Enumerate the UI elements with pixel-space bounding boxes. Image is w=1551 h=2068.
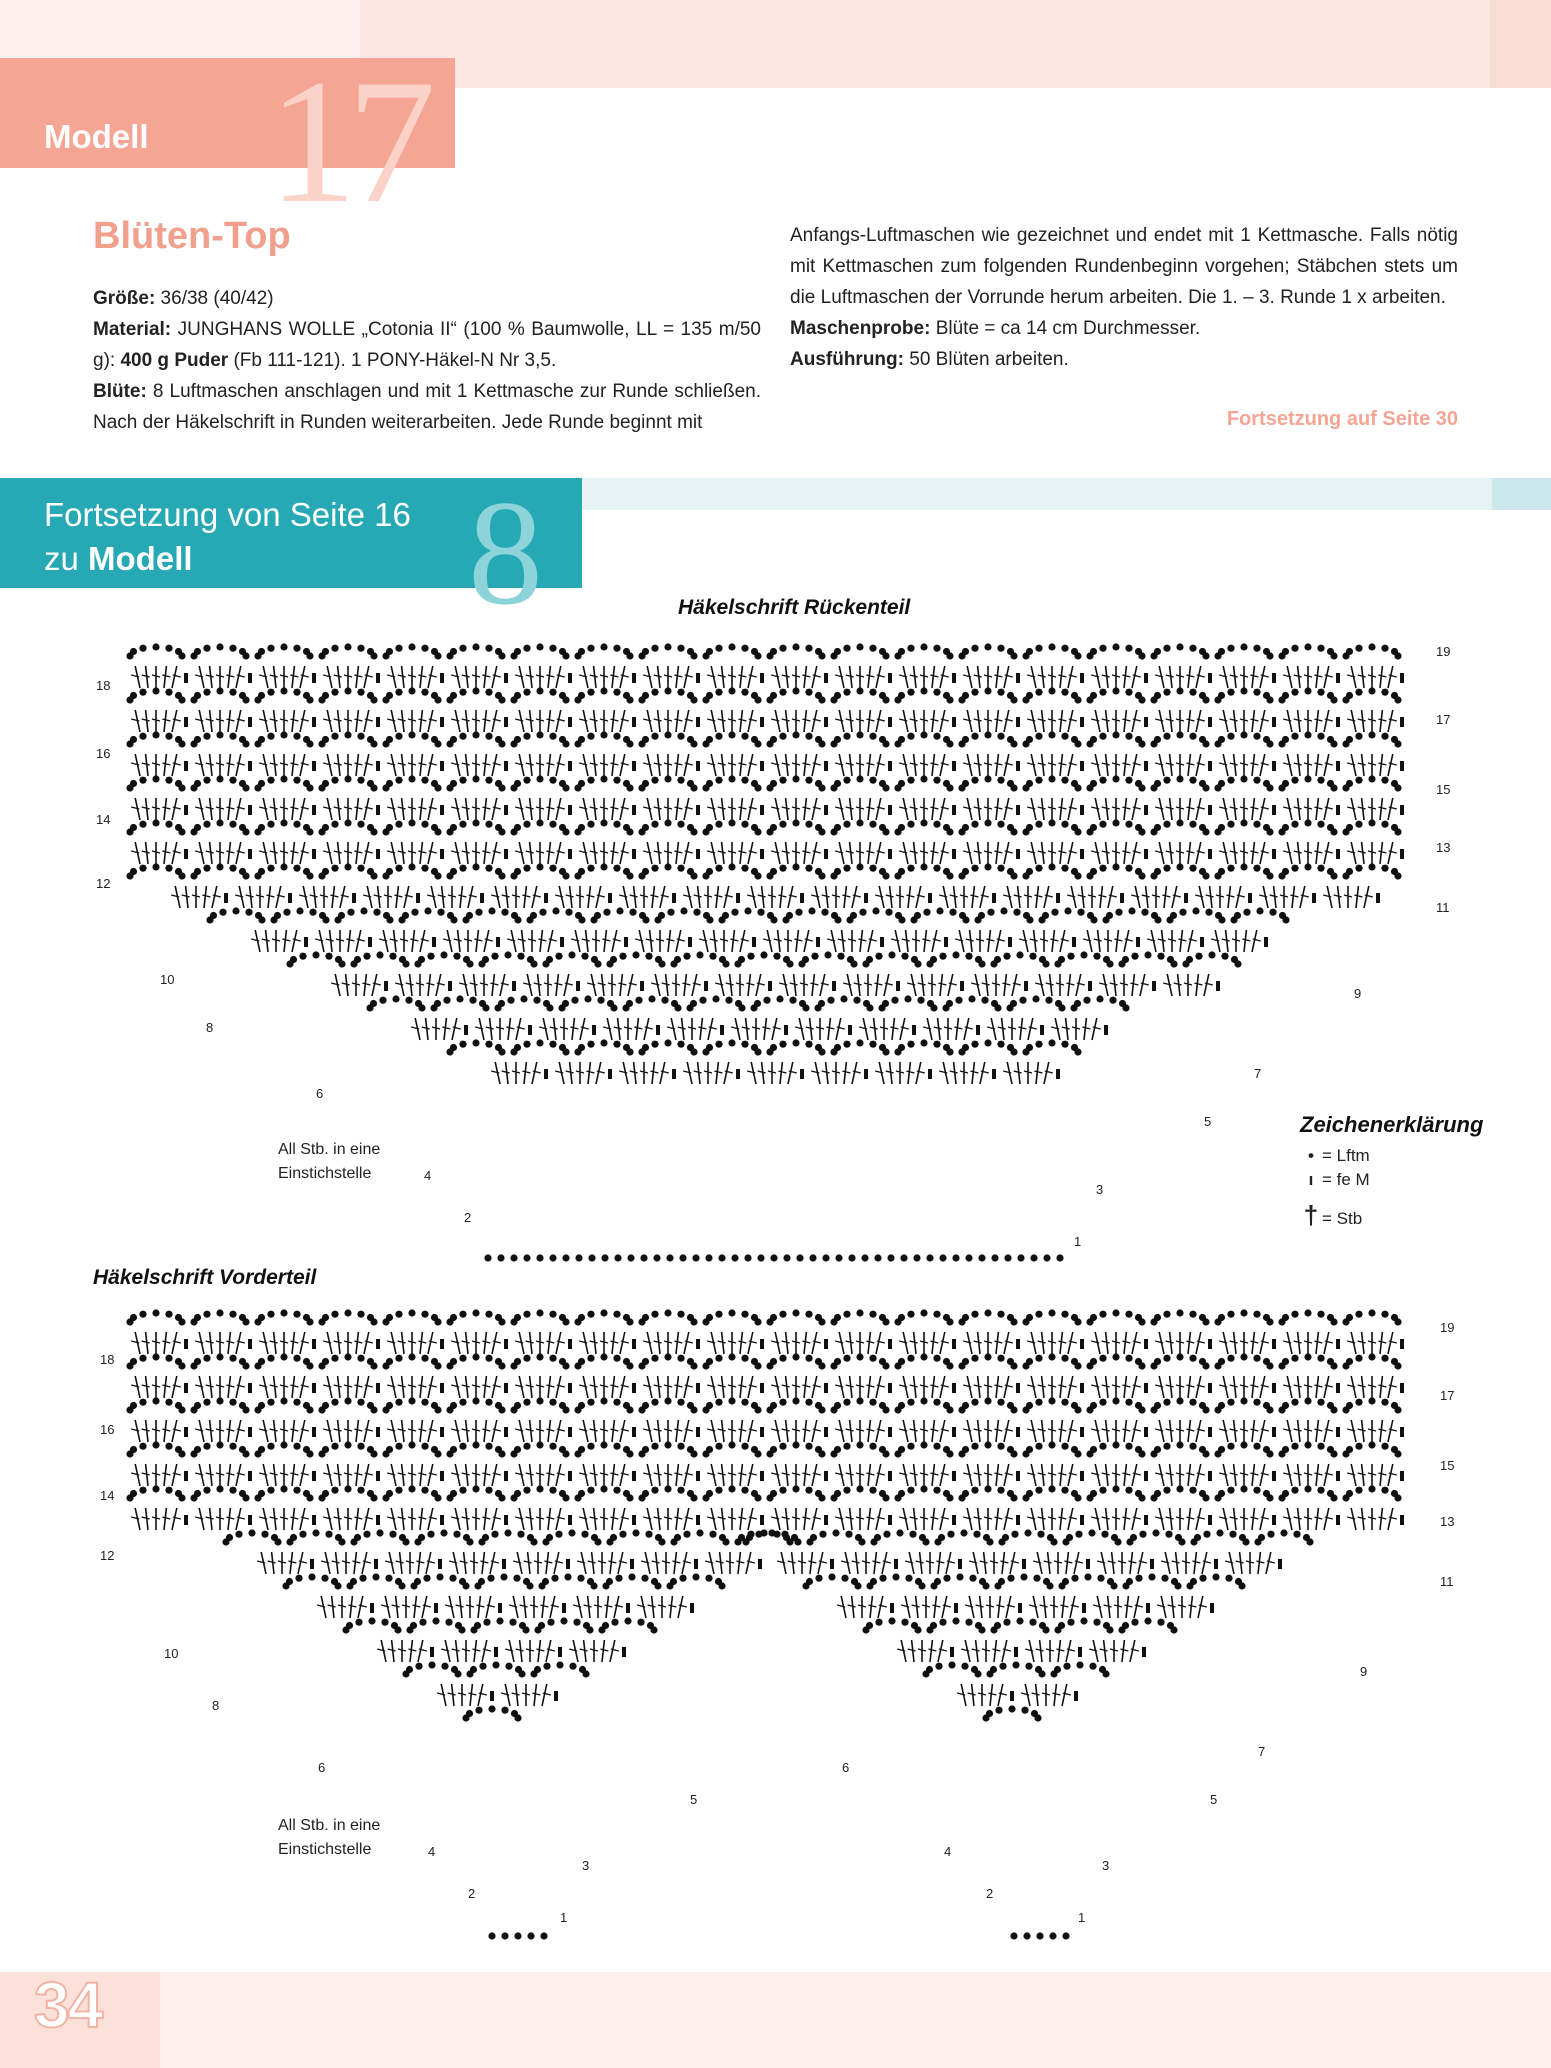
front-row-label-left-14: 14 [100,1488,115,1503]
back-row-label-right-9: 9 [1354,986,1362,1001]
legend-item-lftm [1300,1146,1370,1166]
legend-label-lftm: = Lftm [1322,1146,1370,1165]
back-row-label-right-19: 19 [1436,644,1451,659]
execution-value: 50 Blüten arbeiten. [903,349,1069,370]
bluete-continued: Anfangs-Luftmaschen wie gezeichnet und endet mit 1 Kettmasche. Falls nötig mit Kettmaschen zum folgenden Rundenbeginn vorgehen; Stäbchen stets um die Luftmaschen der Vorrunde herum arbeiten. Die 1. – 3. Runde 1 x arbeiten. [790,225,1458,308]
back-chart-note [278,1138,380,1186]
front-row-label-left-6: 6 [318,1760,326,1775]
front-row-label-left-10: 10 [164,1646,179,1661]
front-chart-title: Häkelschrift Vorderteil [93,1266,317,1289]
back-row-label-left-18: 18 [96,678,111,693]
front-row-label-left-16: 16 [100,1422,115,1437]
back-chart-title: Häkelschrift Rückenteil [678,596,911,619]
legend-chain-icon: • [1308,1146,1314,1165]
front-mid-row-label-left-6: 6 [842,1760,850,1775]
front-mid-row-label-right-3: 3 [582,1858,590,1873]
back-row-label-left-8: 8 [206,1020,214,1035]
front-row-label-left-18: 18 [100,1352,115,1367]
legend-label-fem: = fe M [1322,1170,1370,1189]
front-row-label-right-7: 7 [1258,1744,1266,1759]
front-row-label-right-5: 5 [1210,1792,1218,1807]
front-row-label-right-3: 3 [1102,1858,1110,1873]
back-row-label-left-4: 4 [424,1168,432,1183]
legend-item-stb [1300,1200,1362,1231]
continued-link: Fortsetzung auf Seite 30 [1226,408,1458,430]
page-number: 34 [34,1969,102,2041]
front-row-label-right-19: 19 [1440,1320,1455,1335]
model-label: Modell [44,118,149,155]
material-rest: (Fb 111-121). 1 PONY-Häkel-N Nr 3,5. [228,350,557,371]
size-value: 36/38 (40/42) [155,288,274,309]
back-row-label-right-11: 11 [1436,900,1450,915]
front-mid-row-label-left-2: 2 [986,1886,994,1901]
front-row-label-right-13: 13 [1440,1514,1455,1529]
back-row-label-left-2: 2 [464,1210,472,1225]
continuation-prefix: zu [44,540,89,577]
continuation-model-number: 8 [468,470,543,636]
front-crochet-chart [0,1300,1551,1960]
front-row-label-left-4: 4 [428,1844,436,1859]
continuation-band-corner [1492,478,1551,510]
back-row-label-right-5: 5 [1204,1114,1212,1129]
back-note-line-2: Einstichstelle [278,1165,372,1182]
material-value: JUNGHANS WOLLE „Cotonia II“ (100 % Baumwolle, LL = 135 m/50 g): [93,319,761,371]
material-label: Material: [93,319,172,340]
material-amount: 400 g Puder [120,350,229,371]
front-row-label-right-17: 17 [1440,1388,1455,1403]
gauge-label: Maschenprobe: [790,318,931,339]
back-row-label-left-16: 16 [96,746,111,761]
front-note-line-2: Einstichstelle [278,1841,372,1858]
back-row-label-right-7: 7 [1254,1066,1262,1081]
size-label: Größe: [93,288,156,309]
legend-item-fem [1300,1170,1370,1190]
back-row-label-right-3: 3 [1096,1182,1104,1197]
front-row-label-right-1: 1 [1078,1910,1086,1925]
front-base-chain [488,1932,1069,1939]
legend-title: Zeichenerklärung [1300,1112,1484,1137]
front-row-label-right-9: 9 [1360,1664,1368,1679]
front-row-label-left-2: 2 [468,1886,476,1901]
gauge-value: Blüte = ca 14 cm Durchmesser. [930,318,1201,339]
front-row-label-left-8: 8 [212,1698,220,1713]
front-chart-note [278,1814,380,1862]
bluete-label: Blüte: [93,381,147,402]
back-note-line-1: All Stb. in eine [278,1141,381,1158]
bluete-value: 8 Luftmaschen anschlagen und mit 1 Kettmasche zur Runde schließen. Nach der Häkelschrift in Runden weiterarbeiten. Jede Runde beginnt mit [93,381,761,433]
back-row-label-right-13: 13 [1436,840,1451,855]
page-title: Blüten-Top [93,215,291,257]
instructions-column-2 [790,220,1458,375]
continuation-line-2 [44,540,193,578]
instructions-column-1 [93,283,761,438]
header-band-corner [1490,0,1551,88]
front-row-label-left-12: 12 [100,1548,115,1563]
continuation-line-1: Fortsetzung von Seite 16 [44,496,411,533]
header-band-accent [360,0,1490,88]
front-row-label-right-11: 11 [1440,1574,1454,1589]
back-row-label-left-14: 14 [96,812,111,827]
legend-label-stb: = Stb [1322,1209,1363,1228]
front-mid-row-label-right-5: 5 [690,1792,698,1807]
legend-slipstitch-icon: ı [1308,1170,1314,1189]
back-row-label-left-10: 10 [160,972,175,987]
back-stitches [126,643,1404,1084]
front-mid-row-label-left-4: 4 [944,1844,952,1859]
continuation-bold: Modell [88,540,193,577]
model-number: 17 [268,42,426,240]
legend-treble-icon: † [1303,1200,1319,1230]
back-row-label-right-17: 17 [1436,712,1451,727]
back-row-label-left-12: 12 [96,876,111,891]
back-row-label-left-6: 6 [316,1086,324,1101]
back-row-label-right-15: 15 [1436,782,1451,797]
footer-band [0,1972,1551,2068]
execution-label: Ausführung: [790,349,904,370]
back-row-label-right-1: 1 [1074,1234,1082,1249]
front-mid-row-label-right-1: 1 [560,1910,568,1925]
front-note-line-1: All Stb. in eine [278,1817,381,1834]
front-stitches [126,1309,1404,1721]
back-base-chain [484,1254,1063,1261]
front-row-label-right-15: 15 [1440,1458,1455,1473]
